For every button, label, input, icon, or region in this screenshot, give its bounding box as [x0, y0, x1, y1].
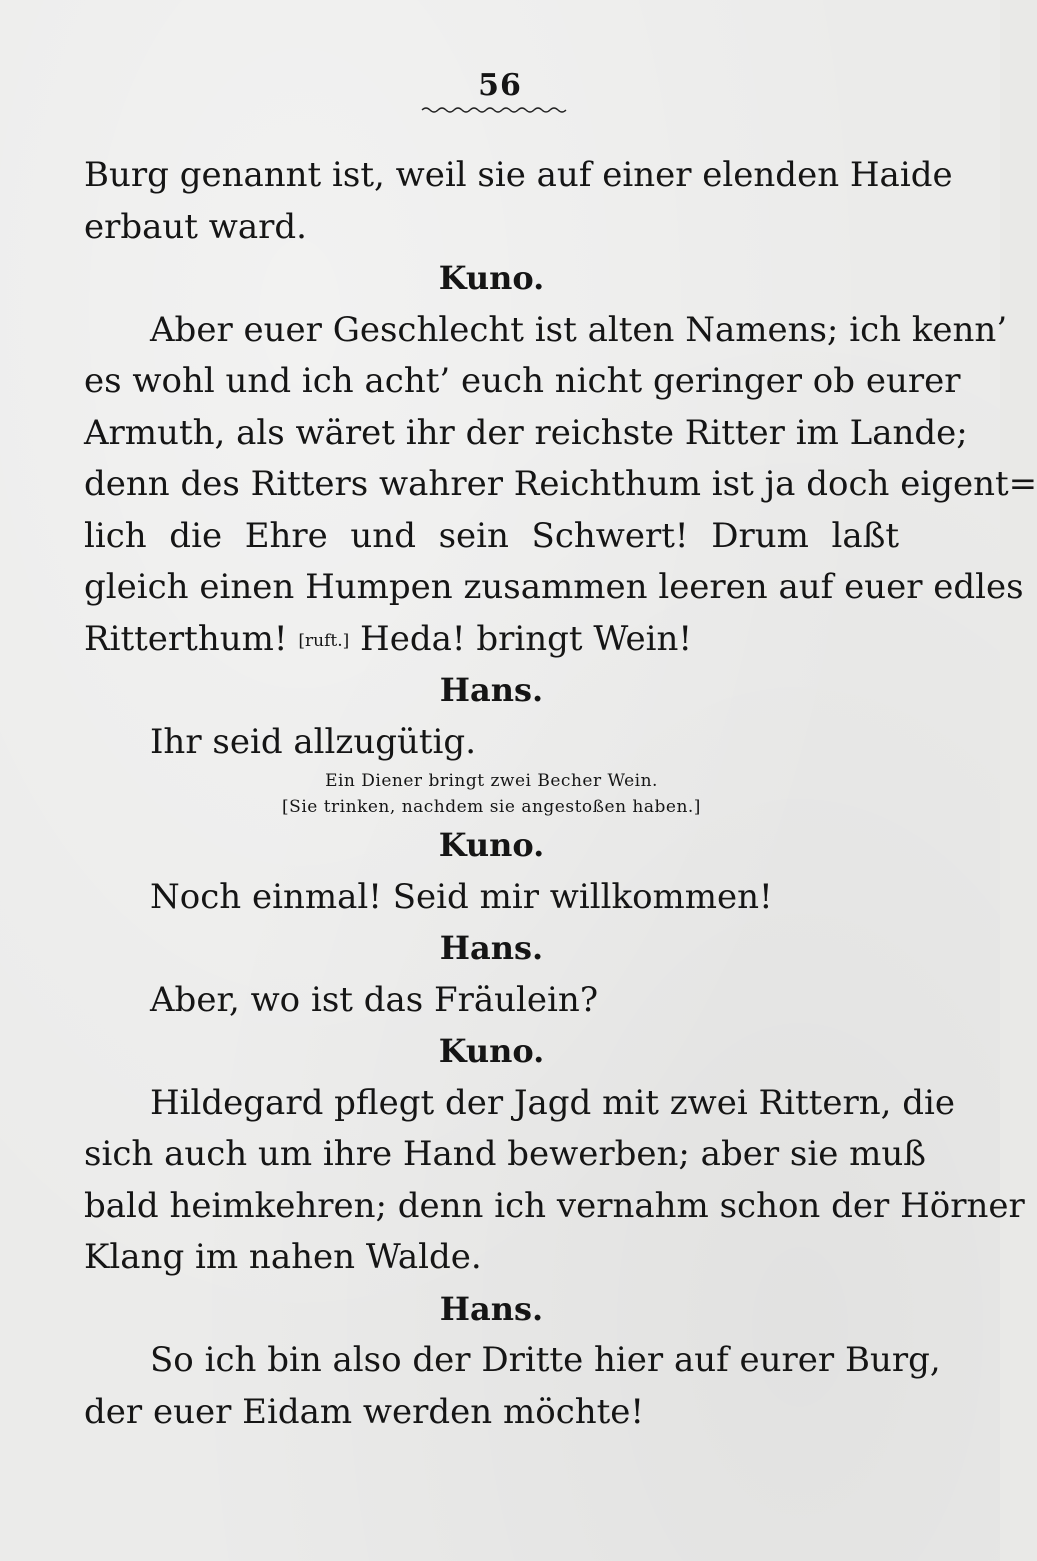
text-body [84, 150, 1037, 1438]
stage-direction-inline: [ruft.] [298, 630, 350, 651]
text-line: der euer Eidam werden möchte! [84, 1391, 645, 1432]
stage-direction: Ein Diener bringt zwei Becher Wein. [325, 771, 658, 791]
text-line: sich auch um ihre Hand bewerben; aber sie muß [84, 1134, 926, 1174]
text-line: Noch einmal! Seid mir willkommen! [150, 876, 773, 917]
text-line: Armuth, als wäret ihr der reichste Ritter im Lande; [84, 412, 968, 453]
text-line: es wohl und ich acht’ euch nicht geringer ob eurer [84, 361, 961, 401]
text-line: gleich einen Humpen zusammen leeren auf euer edles [84, 567, 1024, 607]
text-line: Klang im nahen Walde. [84, 1237, 482, 1277]
text-line: erbaut ward. [84, 206, 307, 247]
speaker-name: Kuno. [438, 1032, 545, 1070]
text-line: lich die Ehre und sein Schwert! Drum laßt [84, 515, 899, 556]
text-segment: Ritterthum! [84, 618, 288, 659]
text-line: bald heimkehren; denn ich vernahm schon der Hörner [84, 1185, 1025, 1226]
stage-direction: [Sie trinken, nachdem sie angestoßen haben.] [282, 797, 701, 817]
text-line: So ich bin also der Dritte hier auf eurer Burg, [150, 1340, 941, 1380]
text-line: Ihr seid allzugütig. [150, 721, 477, 762]
speaker-name: Hans. [439, 929, 544, 967]
speaker-name: Kuno. [438, 259, 545, 297]
text-line: Burg genannt ist, weil sie auf einer elenden Haide [84, 155, 953, 195]
page-number: 56 [478, 68, 522, 103]
text-line: Hildegard pflegt der Jagd mit zwei Rittern, die [150, 1082, 955, 1123]
text-line: Aber, wo ist das Fräulein? [150, 979, 599, 1020]
text-line: denn des Ritters wahrer Reichthum ist ja doch eigent= [84, 464, 1037, 504]
text-segment: Heda! bringt Wein! [360, 618, 693, 659]
speaker-name: Hans. [439, 671, 544, 709]
ornament-divider [420, 104, 570, 116]
speaker-name: Kuno. [438, 826, 545, 864]
text-line [84, 614, 899, 666]
text-line: Aber euer Geschlecht ist alten Namens; ich kenn’ [150, 309, 1008, 350]
speaker-name: Hans. [439, 1289, 544, 1328]
